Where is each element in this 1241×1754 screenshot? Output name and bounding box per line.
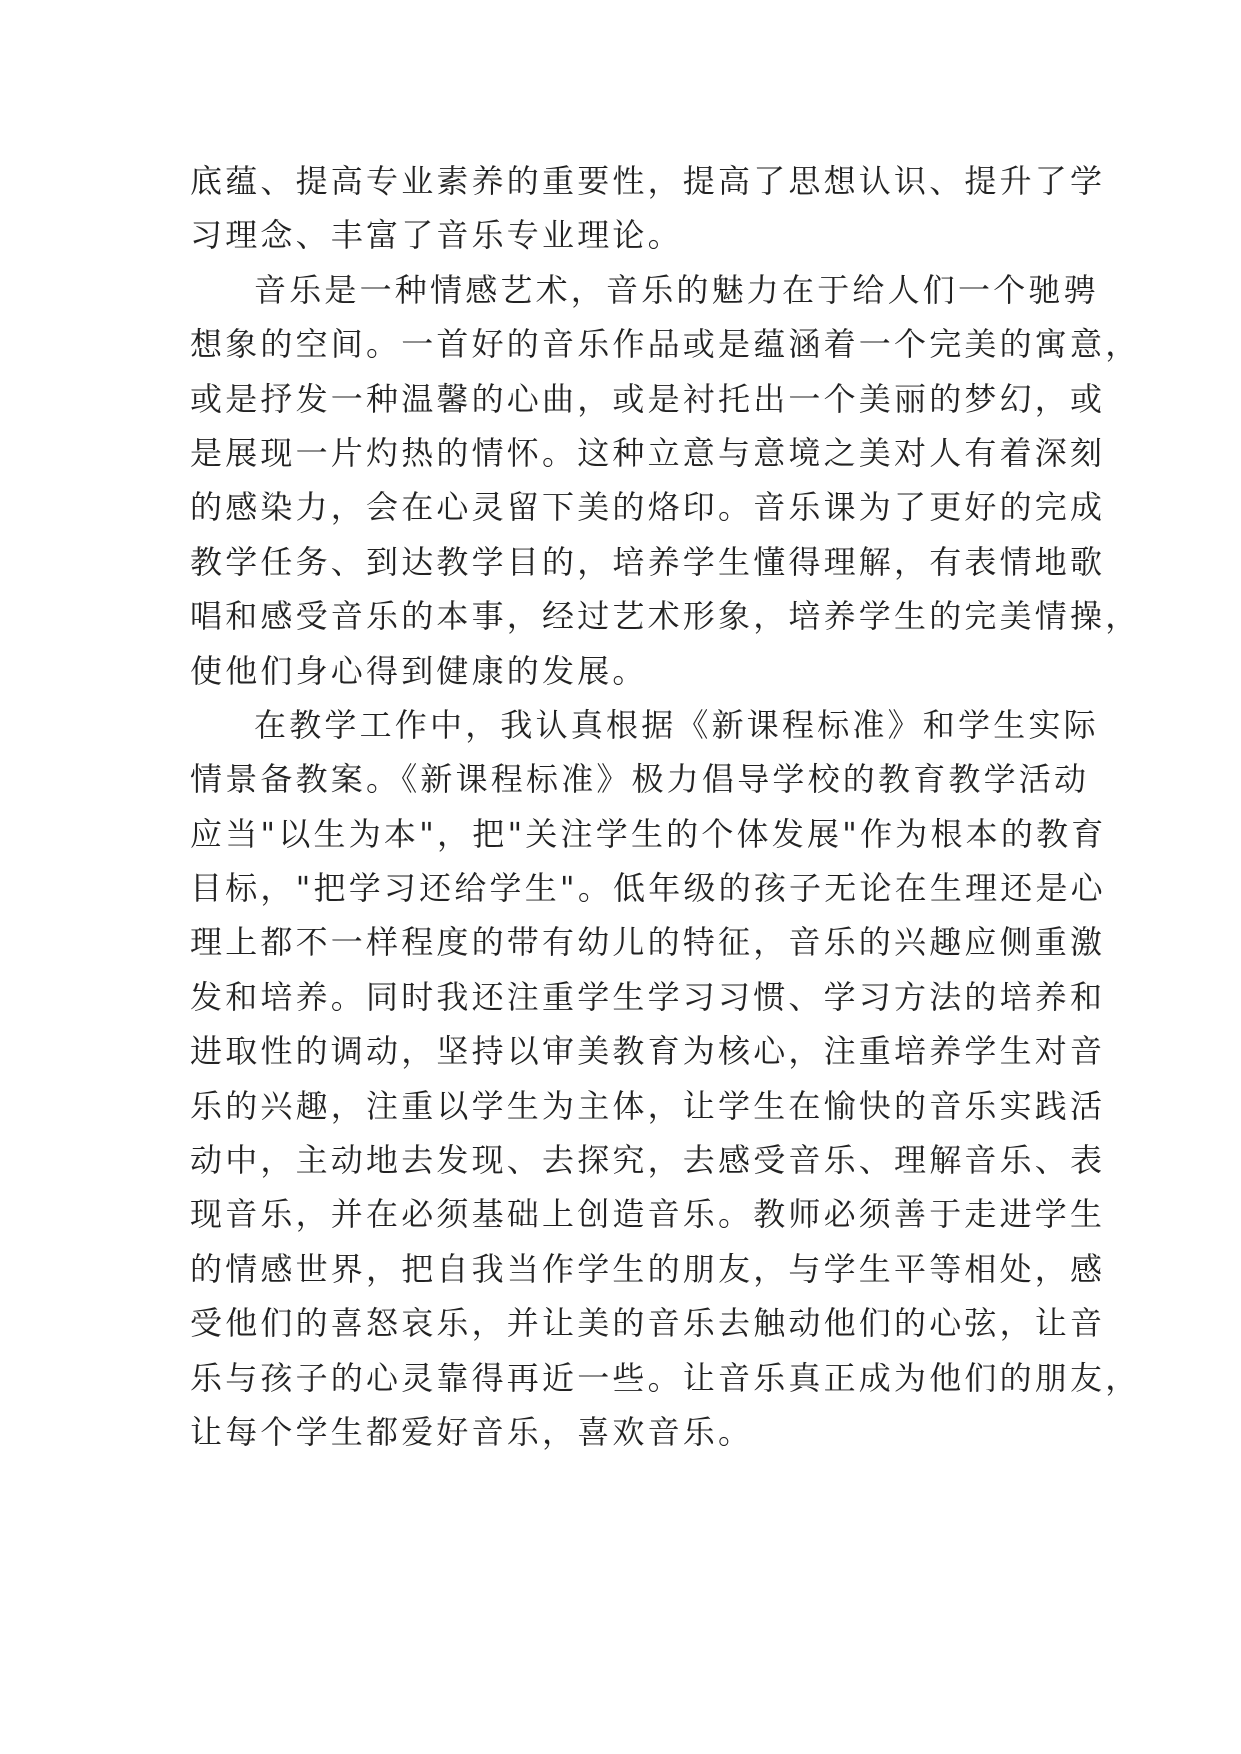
text-line: 情景备教案。《新课程标准》极力倡导学校的教育教学活动 <box>190 760 1090 799</box>
text-line: 教学任务、到达教学目的，培养学生懂得理解，有表情地歌 <box>190 542 1106 581</box>
text-line: 动中，主动地去发现、去探究，去感受音乐、理解音乐、表 <box>190 1141 1106 1180</box>
paragraph-3 <box>190 698 1141 1459</box>
text-line: 底蕴、提高专业素养的重要性，提高了思想认识、提升了学 <box>190 162 1106 200</box>
text-line: 理上都不一样程度的带有幼儿的特征，音乐的兴趣应侧重激 <box>190 923 1106 962</box>
text-line: 应当"以生为本"，把"关注学生的个体发展"作为根本的教育 <box>190 814 1107 853</box>
text-line: 习理念、丰富了音乐专业理论。 <box>190 216 683 255</box>
text-line: 乐的兴趣，注重以学生为主体，让学生在愉快的音乐实践活 <box>190 1086 1106 1125</box>
text-line: 目标，"把学习还给学生"。低年级的孩子无论在生理还是心 <box>190 869 1106 908</box>
text-line: 进取性的调动，坚持以审美教育为核心，注重培养学生对音 <box>190 1032 1106 1071</box>
paragraph-2 <box>190 263 1141 698</box>
text-line: 让每个学生都爱好音乐，喜欢音乐。 <box>190 1412 754 1451</box>
text-line: 使他们身心得到健康的发展。 <box>190 651 648 690</box>
text-line: 音乐是一种情感艺术，音乐的魅力在于给人们一个驰骋 <box>254 270 1099 309</box>
paragraph-1 <box>190 154 1106 263</box>
text-line: 受他们的喜怒哀乐，并让美的音乐去触动他们的心弦，让音 <box>190 1304 1106 1343</box>
text-line: 现音乐，并在必须基础上创造音乐。教师必须善于走进学生 <box>190 1195 1106 1234</box>
text-line: 唱和感受音乐的本事，经过艺术形象，培养学生的完美情操， <box>190 597 1141 636</box>
text-line: 的感染力，会在心灵留下美的烙印。音乐课为了更好的完成 <box>190 488 1106 527</box>
text-line: 在教学工作中，我认真根据《新课程标准》和学生实际 <box>254 705 1099 744</box>
text-line: 是展现一片灼热的情怀。这种立意与意境之美对人有着深刻 <box>190 433 1106 472</box>
text-line: 乐与孩子的心灵靠得再近一些。让音乐真正成为他们的朋友， <box>190 1358 1141 1397</box>
document-body <box>190 154 1141 1459</box>
text-line: 发和培养。同时我还注重学生学习习惯、学习方法的培养和 <box>190 977 1106 1016</box>
text-line: 想象的空间。一首好的音乐作品或是蕴涵着一个完美的寓意， <box>190 325 1141 364</box>
text-line: 或是抒发一种温馨的心曲，或是衬托出一个美丽的梦幻，或 <box>190 379 1106 418</box>
text-line: 的情感世界，把自我当作学生的朋友，与学生平等相处，感 <box>190 1249 1106 1288</box>
